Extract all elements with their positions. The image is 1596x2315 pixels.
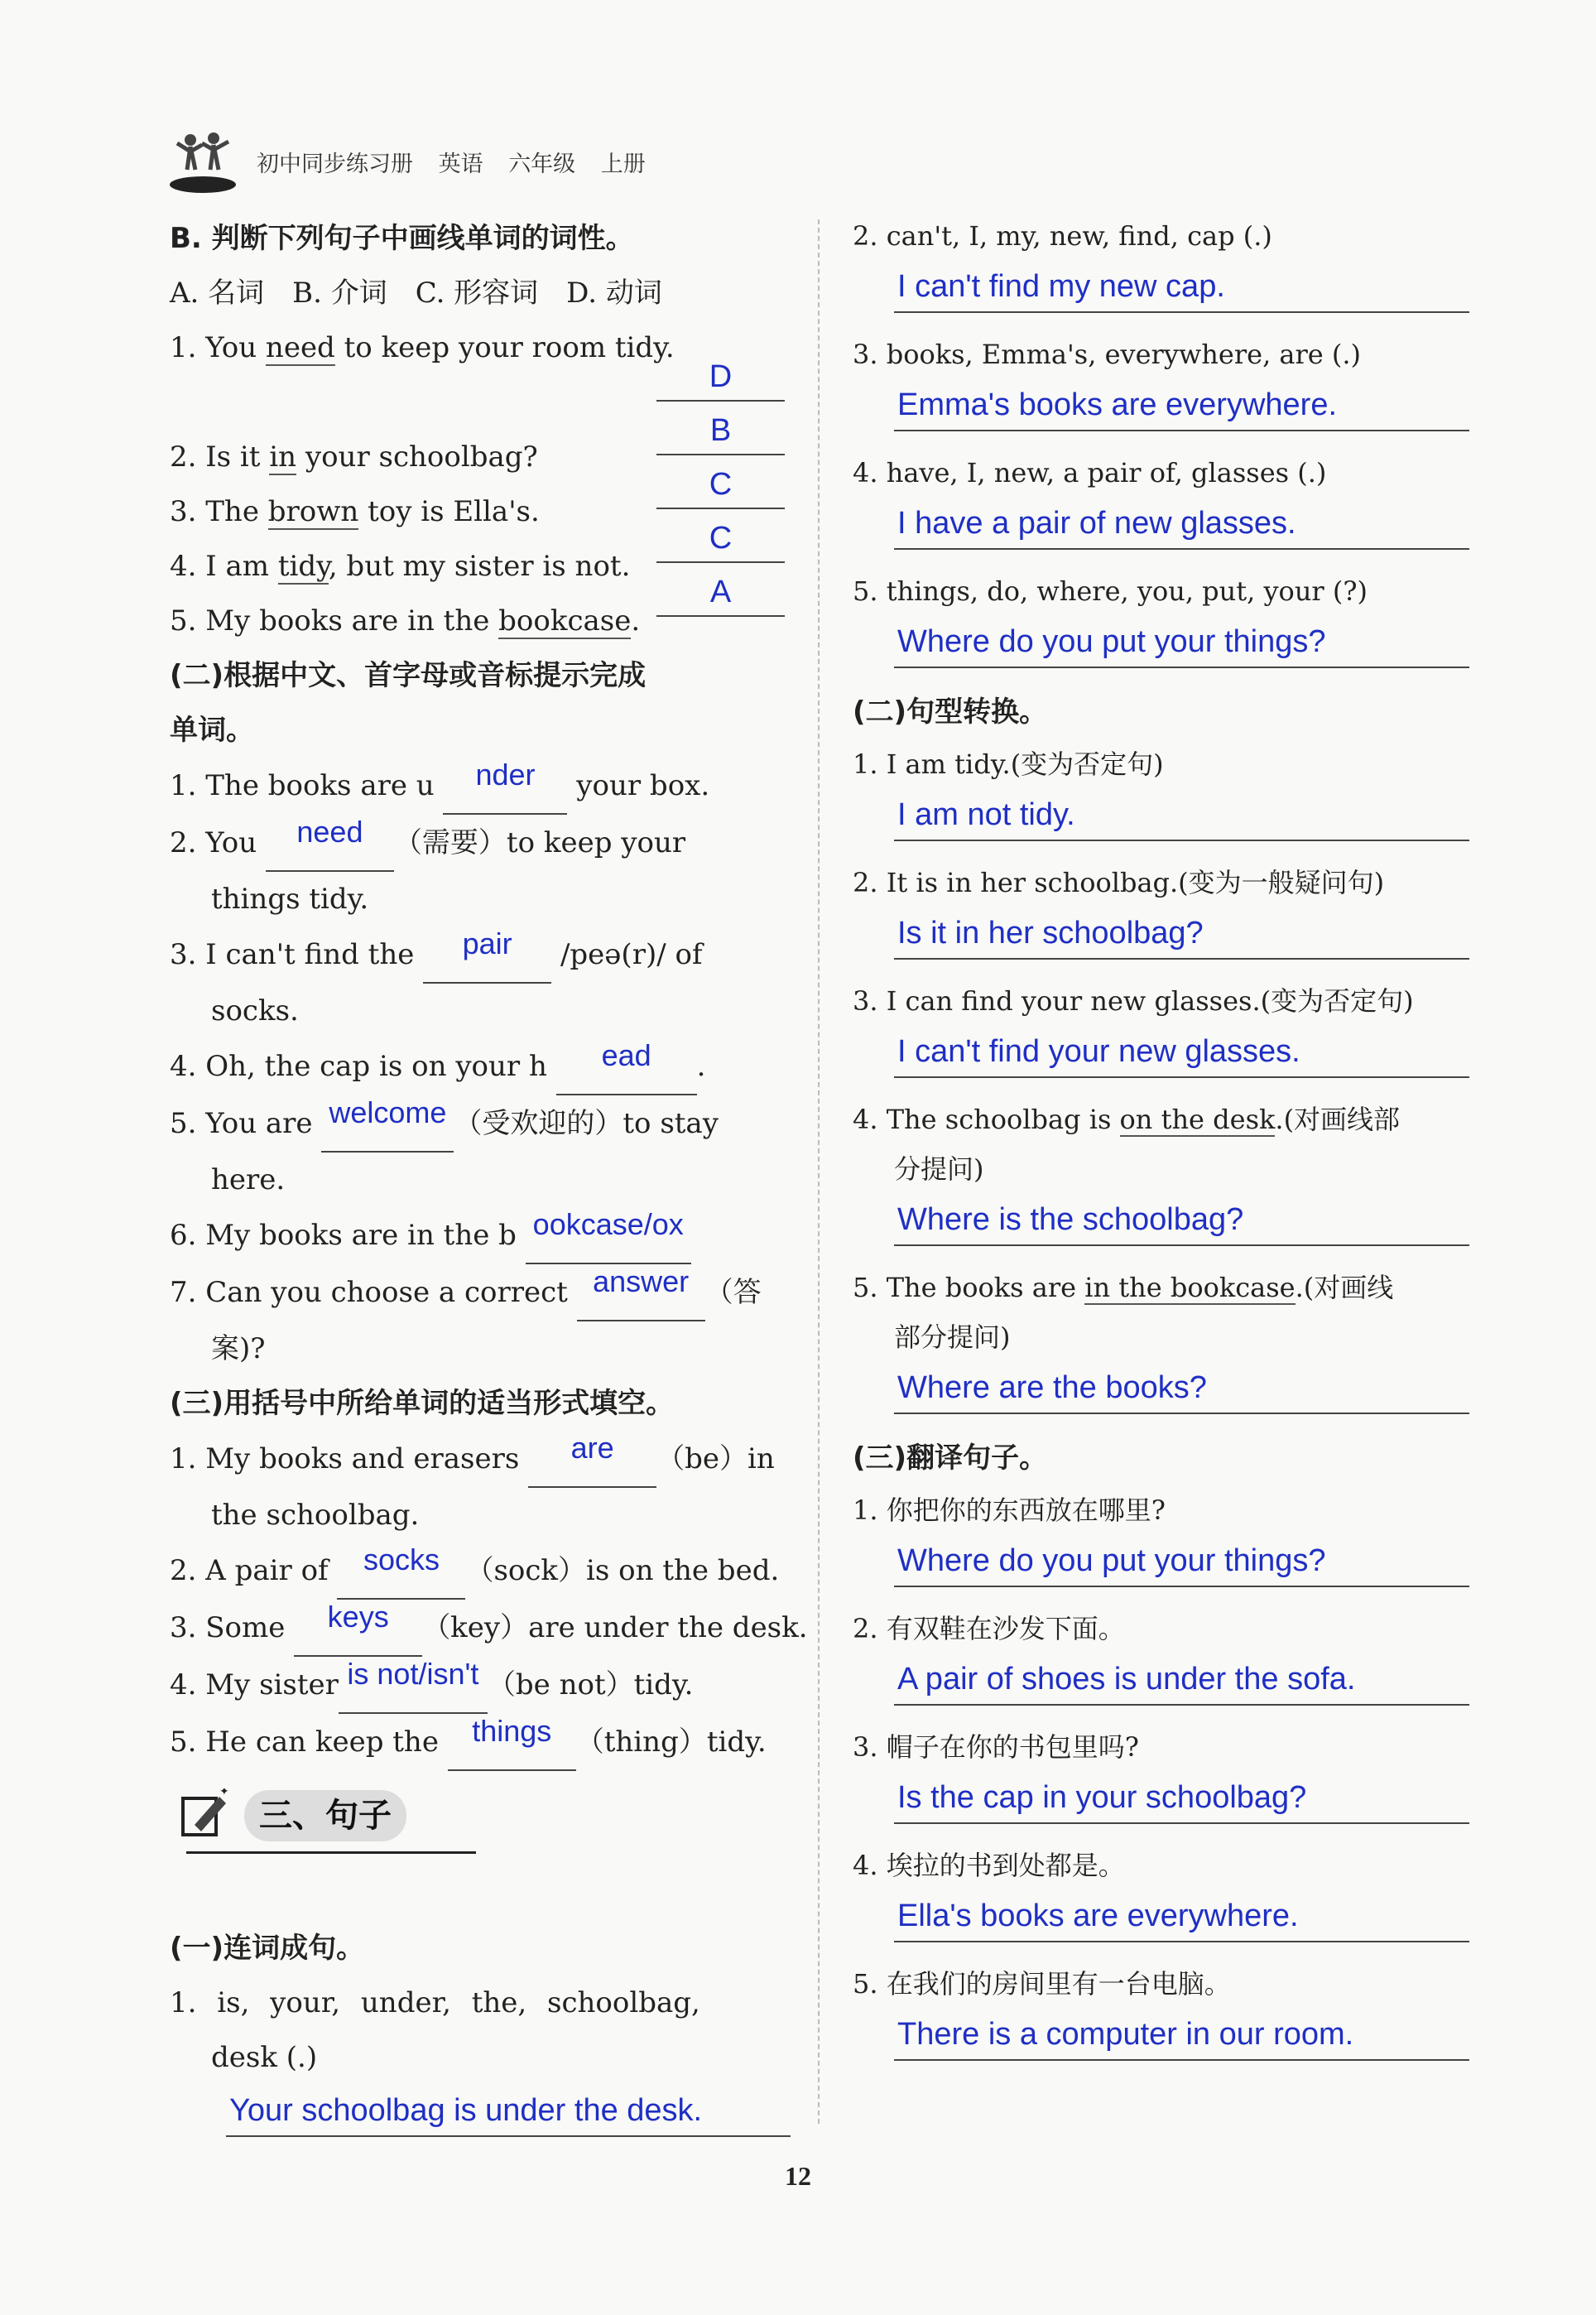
part3-q5: 5. He can keep the things （thing）tidy. — [170, 1714, 791, 1771]
part2-q2-cont: things tidy. — [211, 883, 369, 916]
answer-blank[interactable]: welcome — [321, 1095, 454, 1153]
part2-q3-cont: socks. — [211, 994, 299, 1028]
part2-q2: 2. You need （需要）to keep your — [170, 815, 791, 872]
s3-item: 2. 有双鞋在沙发下面。 A pair of shoes is under the sofa. — [853, 1604, 1469, 1706]
part2-q5-cont: here. — [211, 1163, 286, 1196]
partB-q1: 1. You need to keep your room tidy. — [170, 331, 675, 364]
s3-item: 4. 埃拉的书到处都是。 Ella's books are everywhere. — [853, 1841, 1469, 1942]
page-number: 12 — [785, 2161, 811, 2191]
page-header — [166, 124, 664, 199]
grade: 六年级 — [508, 151, 576, 177]
answer-line[interactable]: I can't find my new cap. — [894, 261, 1469, 313]
volume: 上册 — [600, 151, 646, 177]
part2-heading: (二)根据中文、首字母或音标提示完成 — [170, 659, 647, 692]
answer-line[interactable]: Where do you put your things? — [894, 616, 1469, 668]
answer-line[interactable]: Where do you put your things? — [894, 1535, 1469, 1587]
answer-blank[interactable]: is not/isn't — [339, 1657, 488, 1714]
answer-blank[interactable]: are — [528, 1431, 656, 1488]
answer-blank[interactable]: keys — [294, 1600, 422, 1657]
partB-q2: 2. Is it in your schoolbag? — [170, 440, 538, 474]
part3-q3: 3. Some keys （key）are under the desk. — [170, 1600, 791, 1657]
s1-item: 2. can't, I, my, new, find, cap (.) I can't find my new cap. — [853, 211, 1469, 313]
answer-line[interactable]: I am not tidy. — [894, 789, 1469, 841]
s3-item: 5. 在我们的房间里有一台电脑。 There is a computer in our room. — [853, 1959, 1469, 2061]
s2-item: 3. I can find your new glasses.(变为否定句) I can't find your new glasses. — [853, 976, 1469, 1078]
part2-q5: 5. You are welcome （受欢迎的）to stay — [170, 1095, 791, 1153]
part-s1 — [170, 1921, 791, 2137]
answer-line[interactable]: I can't find your new glasses. — [894, 1026, 1469, 1078]
partB-q5: 5. My books are in the bookcase. — [170, 604, 641, 638]
answer-blank[interactable]: ookcase/ox — [526, 1207, 691, 1264]
part2-heading-cont: 单词。 — [170, 714, 254, 747]
answer-line[interactable]: Ella's books are everywhere. — [894, 1890, 1469, 1942]
part2-q6: 6. My books are in the b ookcase/ox — [170, 1207, 791, 1264]
answer-line[interactable]: I have a pair of new glasses. — [894, 498, 1469, 550]
partB-answer-5[interactable]: A — [656, 580, 785, 617]
part2-q3: 3. I can't find the pair /peə(r)/ of — [170, 926, 791, 984]
answer-blank[interactable]: things — [448, 1714, 576, 1771]
answer-line[interactable]: There is a computer in our room. — [894, 2009, 1469, 2061]
s3-item: 1. 你把你的东西放在哪里? Where do you put your things? — [853, 1485, 1469, 1587]
answer-line[interactable]: A pair of shoes is under the sofa. — [894, 1653, 1469, 1706]
s3-item: 3. 帽子在你的书包里吗? Is the cap in your schoolbag? — [853, 1722, 1469, 1824]
logo-icon — [166, 128, 240, 195]
s2-item: 4. The schoolbag is on the desk.(对画线部 分提问) Where is the schoolbag? — [853, 1095, 1469, 1246]
part-s1-q1-cont: desk (.) — [211, 2041, 318, 2074]
answer-blank[interactable]: answer — [577, 1264, 705, 1321]
s2-item: 1. I am tidy.(变为否定句) I am not tidy. — [853, 739, 1469, 841]
s1-item: 5. things, do, where, you, put, your (?) Where do you put your things? — [853, 566, 1469, 668]
answer-blank[interactable]: ead — [556, 1038, 697, 1095]
answer-line[interactable]: Is the cap in your schoolbag? — [894, 1772, 1469, 1824]
answer-blank[interactable]: socks — [337, 1543, 465, 1600]
answer-blank[interactable]: nder — [443, 758, 567, 815]
partB-answer-2[interactable]: B — [656, 418, 785, 455]
part2-q4: 4. Oh, the cap is on your h ead . — [170, 1038, 791, 1095]
column-divider — [818, 219, 820, 2124]
s1-item: 4. have, I, new, a pair of, glasses (.) I have a pair of new glasses. — [853, 448, 1469, 550]
s1-item: 3. books, Emma's, everywhere, are (.) Emma's books are everywhere. — [853, 330, 1469, 431]
answer-blank[interactable]: pair — [423, 926, 551, 984]
answer-line[interactable]: Is it in her schoolbag? — [894, 907, 1469, 960]
s2-heading: (二)句型转换。 — [853, 695, 1048, 729]
pencil-icon — [178, 1788, 231, 1841]
partB-answer-1[interactable]: D — [656, 364, 785, 402]
s3-heading: (三)翻译句子。 — [853, 1441, 1048, 1475]
part3-q2: 2. A pair of socks （sock）is on the bed. — [170, 1543, 791, 1600]
part3-q1-cont: the schoolbag. — [211, 1499, 420, 1532]
partB-answer-3[interactable]: C — [656, 472, 785, 509]
header-text — [257, 146, 664, 178]
partB-q4: 4. I am tidy, but my sister is not. — [170, 550, 631, 583]
part3-heading: (三)用括号中所给单词的适当形式填空。 — [170, 1387, 675, 1420]
answer-line[interactable]: Your schoolbag is under the desk. — [226, 2085, 791, 2137]
part3-q1: 1. My books and erasers are （be）in — [170, 1431, 791, 1488]
section-title — [178, 1772, 476, 1871]
section-rule — [186, 1851, 476, 1854]
s2-item: 5. The books are in the bookcase.(对画线 部分提问) Where are the books? — [853, 1263, 1469, 1414]
answer-line[interactable]: Where are the books? — [894, 1362, 1469, 1414]
answer-blank[interactable]: need — [266, 815, 394, 872]
part2-q7: 7. Can you choose a correct answer （答 — [170, 1264, 791, 1321]
partB-heading: B. 判断下列句子中画线单词的词性。 — [170, 222, 634, 255]
part2-q7-cont: 案)? — [211, 1332, 266, 1365]
svg-text:✦: ✦ — [219, 1788, 229, 1798]
book-title: 初中同步练习册 — [257, 151, 413, 177]
part3-q4: 4. My sister is not/isn't （be not）tidy. — [170, 1657, 791, 1714]
subject: 英语 — [438, 151, 483, 177]
answer-line[interactable]: Where is the schoolbag? — [894, 1194, 1469, 1246]
part-s1-q1: 1. is, your, under, the, schoolbag, — [170, 1986, 700, 2019]
partB-q3: 3. The brown toy is Ella's. — [170, 495, 540, 528]
answer-line[interactable]: Emma's books are everywhere. — [894, 379, 1469, 431]
part2-q1: 1. The books are u nder your box. — [170, 758, 791, 815]
partB-answer-4[interactable]: C — [656, 526, 785, 563]
right-column — [853, 211, 1469, 2077]
section-title-label: 三、句子 — [244, 1790, 406, 1841]
part-s1-heading: (一)连词成句。 — [170, 1932, 365, 1965]
partB-options: A. 名词 B. 介词 C. 形容词 D. 动词 — [170, 277, 662, 310]
s2-item: 2. It is in her schoolbag.(变为一般疑问句) Is it in her schoolbag? — [853, 858, 1469, 960]
